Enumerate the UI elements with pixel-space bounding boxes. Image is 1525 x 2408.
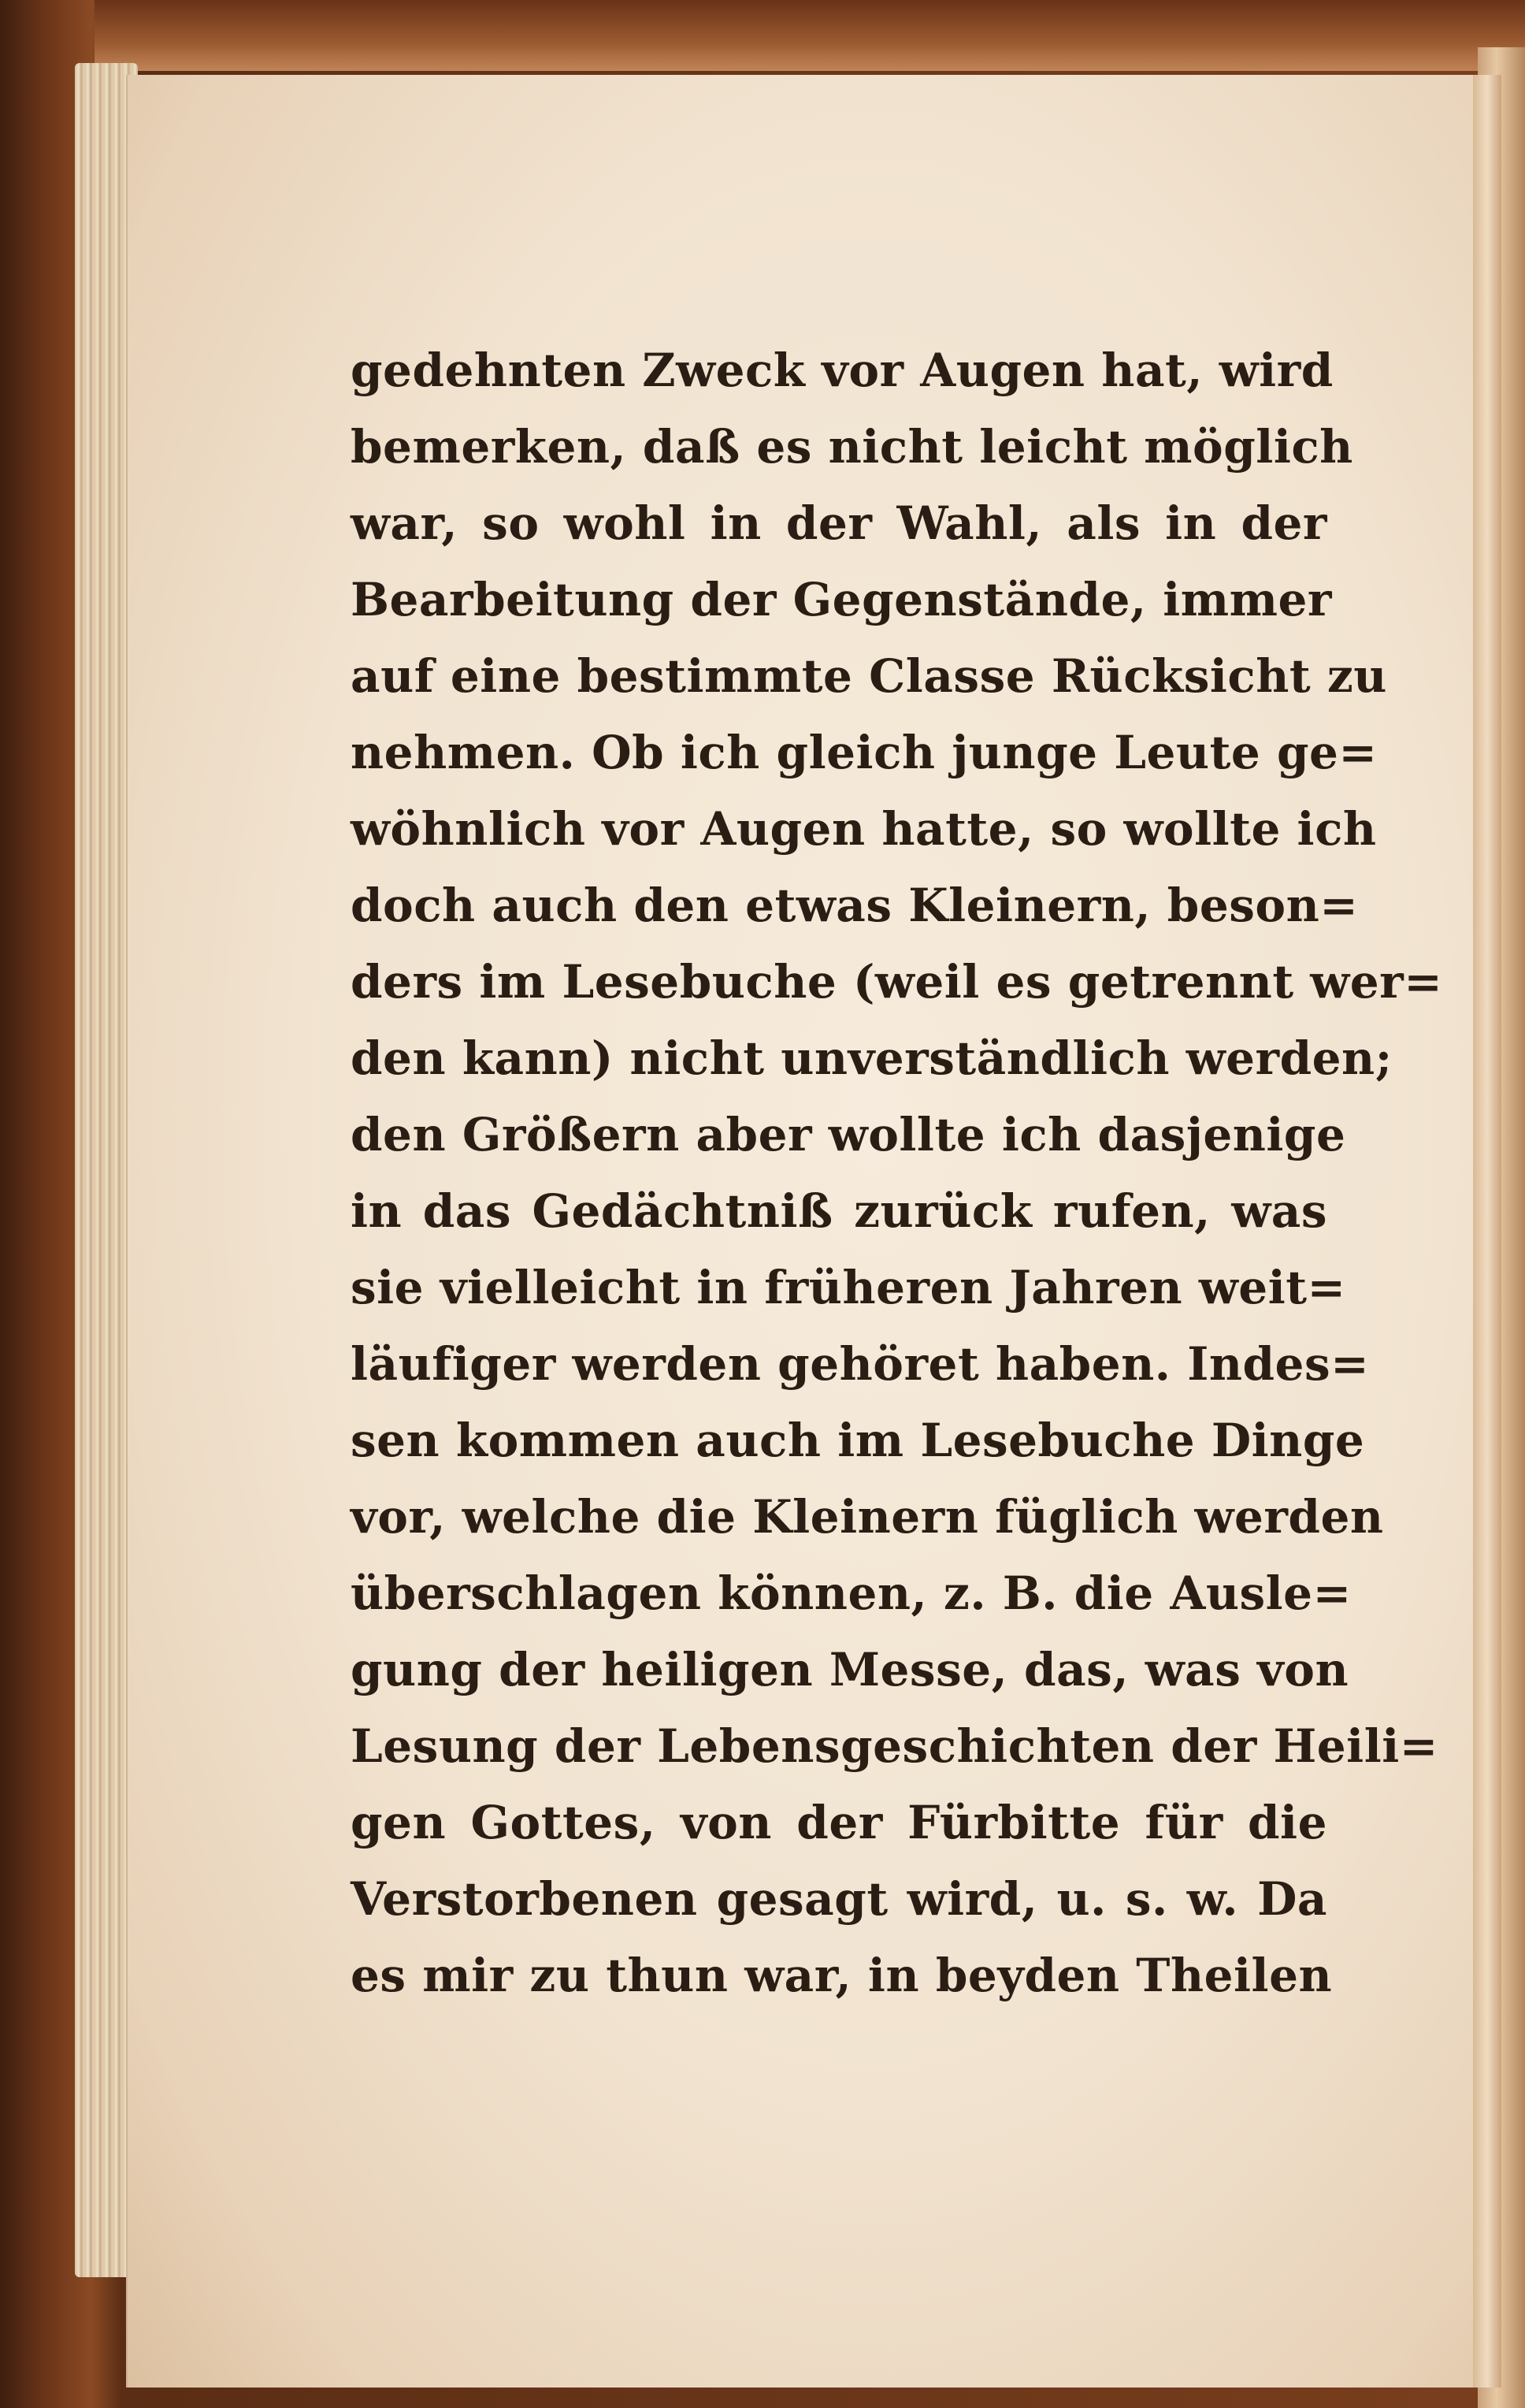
text-line: es mir zu thun war, in beyden Theilen bbox=[351, 1949, 1333, 2002]
text-line: auf eine bestimmte Classe Rücksicht zu bbox=[351, 649, 1387, 703]
text-line: in das Gedächtniß zurück rufen, was bbox=[351, 1184, 1327, 1238]
text-line: Verstorbenen gesagt wird, u. s. w. Da bbox=[351, 1872, 1327, 1926]
text-line: vor, welche die Kleinern füglich werden bbox=[351, 1490, 1384, 1544]
text-line: überschlagen können, z. B. die Ausle= bbox=[351, 1566, 1352, 1620]
text-line: nehmen. Ob ich gleich junge Leute ge= bbox=[351, 726, 1378, 779]
text-line: ders im Lesebuche (weil es getrennt wer= bbox=[351, 955, 1443, 1009]
text-line: Bearbeitung der Gegenstände, immer bbox=[351, 573, 1332, 626]
text-line: bemerken, daß es nicht leicht möglich bbox=[351, 420, 1353, 474]
text-line: doch auch den etwas Kleinern, beson= bbox=[351, 879, 1359, 932]
text-line: Lesung der Lebensgeschichten der Heili= bbox=[351, 1719, 1438, 1773]
page-text-block bbox=[351, 331, 1443, 2064]
text-line: sie vielleicht in früheren Jahren weit= bbox=[351, 1261, 1346, 1314]
text-line: gedehnten Zweck vor Augen hat, wird bbox=[351, 344, 1334, 397]
text-line: gung der heiligen Messe, das, was von bbox=[351, 1643, 1349, 1696]
book-cover-top bbox=[95, 0, 1525, 71]
text-line: war, so wohl in der Wahl, als in der bbox=[351, 496, 1327, 550]
page-gutter bbox=[1473, 75, 1501, 2388]
text-line: läufiger werden gehöret haben. Indes= bbox=[351, 1337, 1370, 1391]
text-line: sen kommen auch im Lesebuche Dinge bbox=[351, 1414, 1365, 1467]
text-line: den Größern aber wollte ich dasjenige bbox=[351, 1108, 1346, 1161]
text-line: wöhnlich vor Augen hatte, so wollte ich bbox=[351, 802, 1377, 856]
text-line: gen Gottes, von der Fürbitte für die bbox=[351, 1796, 1327, 1849]
text-line: den kann) nicht unverständlich werden; bbox=[351, 1031, 1393, 1085]
